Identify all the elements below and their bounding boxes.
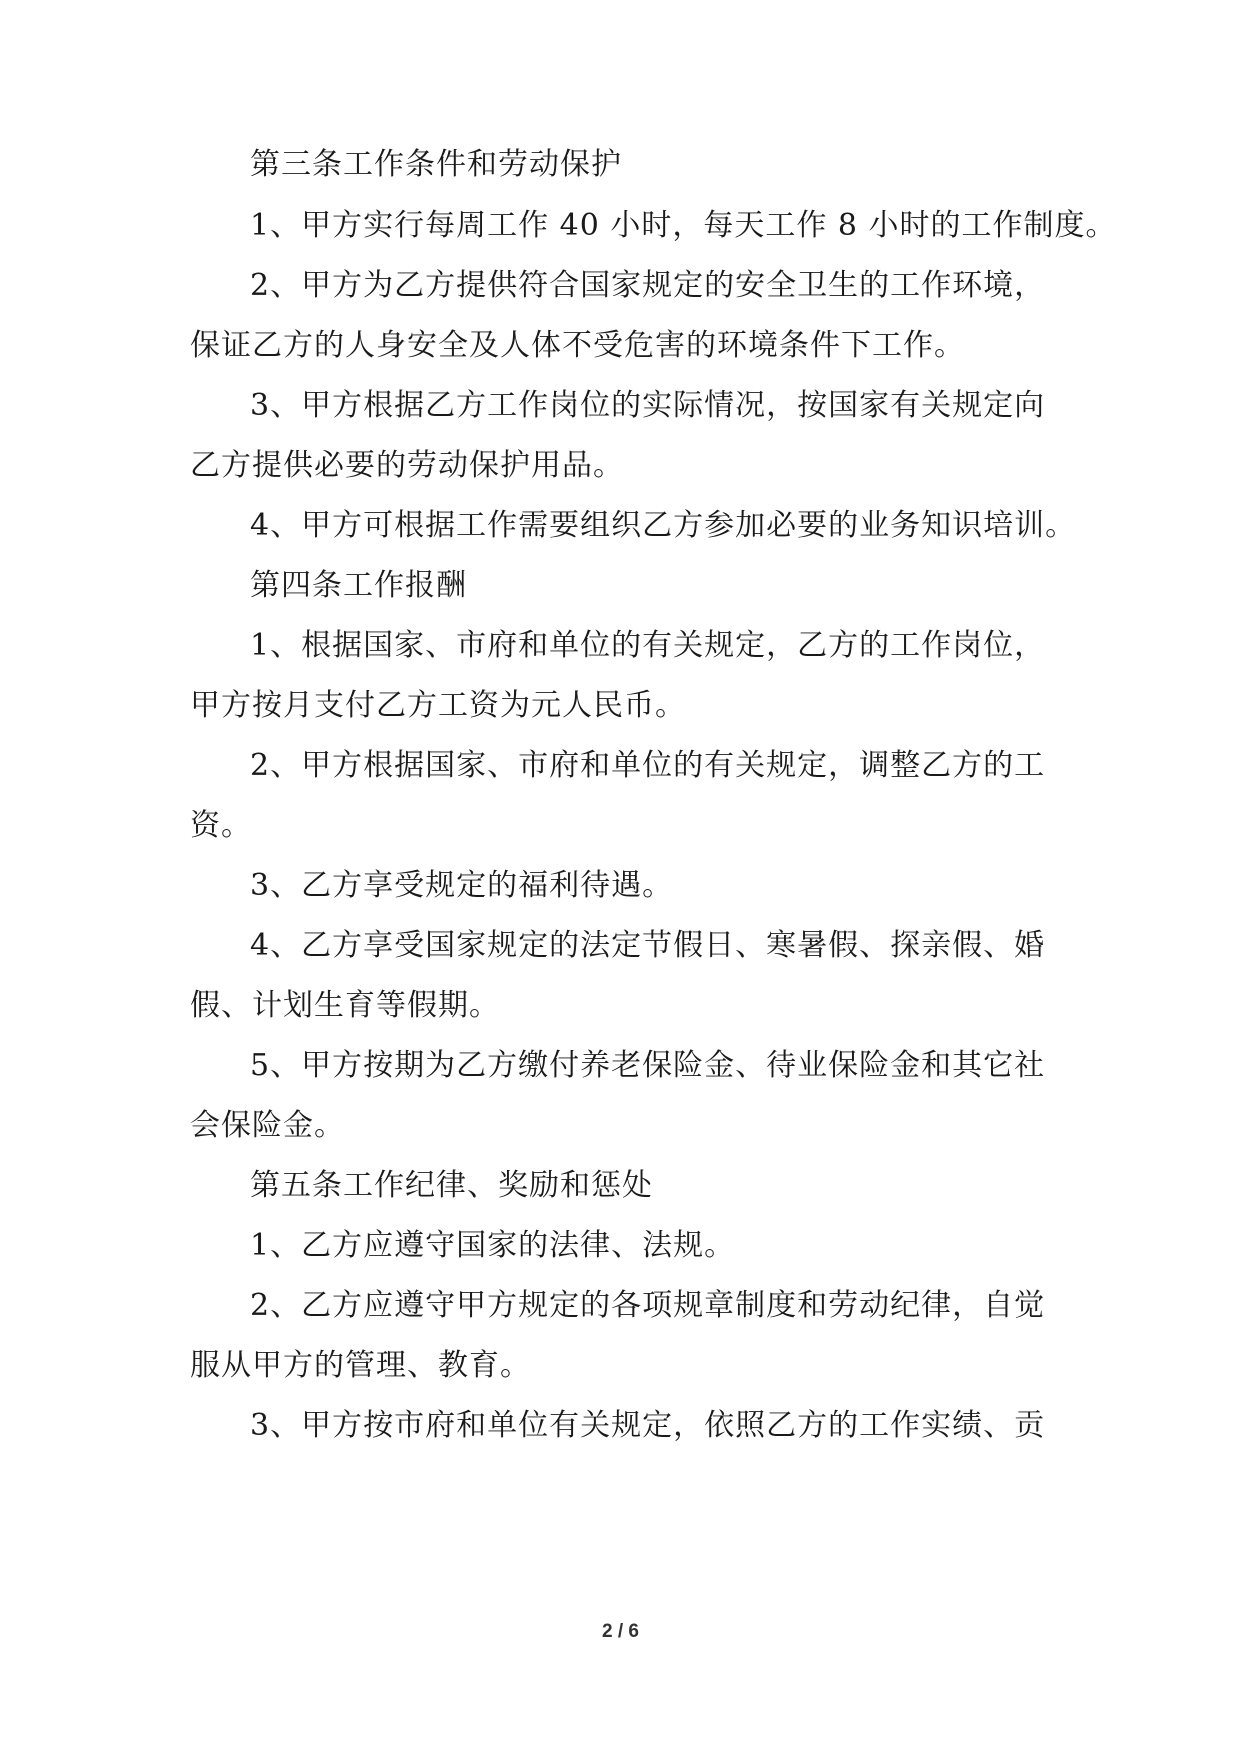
paragraph-line: 1、根据国家、市府和单位的有关规定，乙方的工作岗位， [250, 628, 1046, 663]
paragraph-line: 2、甲方为乙方提供符合国家规定的安全卫生的工作环境， [250, 268, 1046, 303]
paragraph-line: 资。 [190, 808, 252, 843]
heading-article-5: 第五条工作纪律、奖励和惩处 [250, 1168, 653, 1203]
paragraph-line: 3、乙方享受规定的福利待遇。 [250, 868, 674, 903]
paragraph-line: 3、甲方按市府和单位有关规定，依照乙方的工作实绩、贡 [250, 1408, 1046, 1443]
paragraph-line: 3、甲方根据乙方工作岗位的实际情况，按国家有关规定向 [250, 388, 1046, 423]
page-number: 2 / 6 [602, 1621, 639, 1642]
paragraph-line: 假、计划生育等假期。 [190, 988, 500, 1023]
paragraph-line: 5、甲方按期为乙方缴付养老保险金、待业保险金和其它社 [250, 1048, 1046, 1083]
paragraph-line: 2、甲方根据国家、市府和单位的有关规定，调整乙方的工 [250, 748, 1046, 783]
paragraph-line: 会保险金。 [190, 1108, 345, 1143]
heading-article-3: 第三条工作条件和劳动保护 [250, 147, 622, 182]
paragraph-line: 甲方按月支付乙方工资为元人民币。 [190, 688, 686, 723]
paragraph-line: 2、乙方应遵守甲方规定的各项规章制度和劳动纪律，自觉 [250, 1288, 1046, 1323]
heading-article-4: 第四条工作报酬 [250, 568, 467, 603]
paragraph-line: 4、甲方可根据工作需要组织乙方参加必要的业务知识培训。 [250, 508, 1077, 543]
paragraph-line: 4、乙方享受国家规定的法定节假日、寒暑假、探亲假、婚 [250, 928, 1046, 963]
paragraph-line: 乙方提供必要的劳动保护用品。 [190, 448, 624, 483]
paragraph-line: 保证乙方的人身安全及人体不受危害的环境条件下工作。 [190, 328, 965, 363]
paragraph-line: 1、甲方实行每周工作 40 小时，每天工作 8 小时的工作制度。 [250, 208, 1117, 243]
paragraph-line: 1、乙方应遵守国家的法律、法规。 [250, 1228, 736, 1263]
paragraph-line: 服从甲方的管理、教育。 [190, 1348, 531, 1383]
